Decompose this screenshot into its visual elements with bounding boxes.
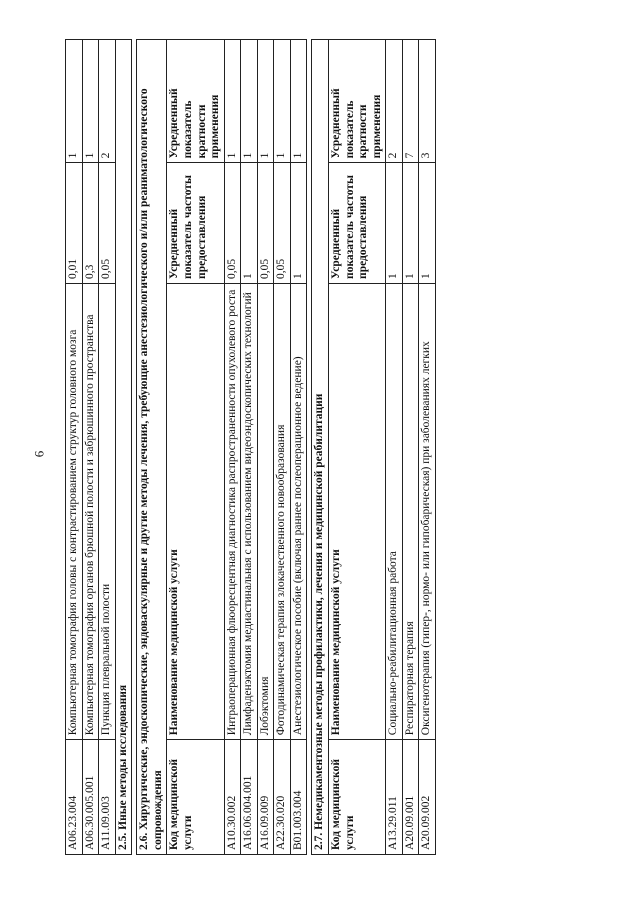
- header-code: Код медицинской услуги: [329, 740, 386, 855]
- table-row: [82, 40, 99, 855]
- table-row: [274, 40, 291, 855]
- section-heading: [115, 40, 132, 855]
- table-row: [419, 40, 436, 855]
- service-code: B01.003.004: [290, 740, 307, 855]
- service-frequency: 1: [402, 163, 419, 284]
- service-code: A13.29.011: [386, 740, 403, 855]
- service-name: Фотодинамическая терапия злокачественного новообразования: [274, 283, 291, 739]
- table-header-row: [329, 40, 386, 855]
- service-multiplicity: 3: [419, 40, 436, 163]
- service-multiplicity: 1: [290, 40, 307, 163]
- service-code: A10.30.002: [224, 740, 241, 855]
- service-multiplicity: 1: [66, 40, 83, 163]
- section-heading: [137, 40, 167, 855]
- service-multiplicity: 2: [99, 40, 116, 163]
- table-header-row: [167, 40, 224, 855]
- service-frequency: 1: [290, 163, 307, 284]
- table-row: [224, 40, 241, 855]
- service-name: Социально-реабилитационная работа: [386, 283, 403, 739]
- service-code: A20.09.002: [419, 740, 436, 855]
- service-name: Интраоперационная флюоресцентная диагностика распространенности опухолевого роста: [224, 283, 241, 739]
- service-frequency: 0,05: [224, 163, 241, 284]
- section-2-5-title: 2.5. Иные методы исследования: [115, 40, 132, 855]
- service-code: A16.09.009: [257, 740, 274, 855]
- table-row: [386, 40, 403, 855]
- service-frequency: 0,05: [99, 163, 116, 284]
- service-multiplicity: 7: [402, 40, 419, 163]
- table-row: [402, 40, 419, 855]
- table-row: [257, 40, 274, 855]
- service-name: Пункция плевральной полости: [99, 283, 116, 739]
- service-multiplicity: 1: [257, 40, 274, 163]
- service-name: Лобэктомия: [257, 283, 274, 739]
- section-2-6-title: 2.6. Хирургические, эндоскопические, эндоваскулярные и другие методы лечения, требующие анестезиологического и/или реаниматологического сопровождения: [137, 40, 167, 855]
- header-frequency: Усредненный показатель частоты предоставления: [329, 163, 386, 284]
- table-row: [66, 40, 83, 855]
- services-table: [65, 39, 436, 855]
- service-frequency: 0,01: [66, 163, 83, 284]
- service-code: A22.30.020: [274, 740, 291, 855]
- service-frequency: 1: [386, 163, 403, 284]
- header-name: Наименование медицинской услуги: [167, 283, 224, 739]
- service-multiplicity: 1: [82, 40, 99, 163]
- service-code: A06.30.005.001: [82, 740, 99, 855]
- service-code: A20.09.001: [402, 740, 419, 855]
- service-code: A16.06.004.001: [241, 740, 258, 855]
- service-frequency: 1: [241, 163, 258, 284]
- service-multiplicity: 2: [386, 40, 403, 163]
- service-name: Анестезиологическое пособие (включая раннее послеоперационное ведение): [290, 283, 307, 739]
- service-multiplicity: 1: [241, 40, 258, 163]
- section-heading: [312, 40, 329, 855]
- service-multiplicity: 1: [224, 40, 241, 163]
- header-code: Код медицинской услуги: [167, 740, 224, 855]
- header-multiplicity: Усредненный показатель кратности применения: [167, 40, 224, 163]
- service-code: A11.09.003: [99, 740, 116, 855]
- service-name: Оксигенотерапия (гипер-, нормо- или гипобарическая) при заболеваниях легких: [419, 283, 436, 739]
- service-code: A06.23.004: [66, 740, 83, 855]
- page-number: 6: [31, 450, 47, 458]
- service-name: Компьютерная томография головы с контрастированием структур головного мозга: [66, 283, 83, 739]
- service-frequency: 0,3: [82, 163, 99, 284]
- header-name: Наименование медицинской услуги: [329, 283, 386, 739]
- table-row: [99, 40, 116, 855]
- service-multiplicity: 1: [274, 40, 291, 163]
- service-name: Респираторная терапия: [402, 283, 419, 739]
- service-name: Компьютерная томография органов брюшной полости и забрюшинного пространства: [82, 283, 99, 739]
- service-name: Лимфаденэктомия медиастинальная с использованием видеоэндоскопических технологий: [241, 283, 258, 739]
- service-frequency: 1: [419, 163, 436, 284]
- table-row: [290, 40, 307, 855]
- section-2-7-title: 2.7. Немедикаментозные методы профилактики, лечения и медицинской реабилитации: [312, 40, 329, 855]
- header-multiplicity: Усредненный показатель кратности применения: [329, 40, 386, 163]
- document-table-rotated: [65, 39, 605, 855]
- service-frequency: 0,05: [257, 163, 274, 284]
- service-frequency: 0,05: [274, 163, 291, 284]
- table-row: [241, 40, 258, 855]
- header-frequency: Усредненный показатель частоты предоставления: [167, 163, 224, 284]
